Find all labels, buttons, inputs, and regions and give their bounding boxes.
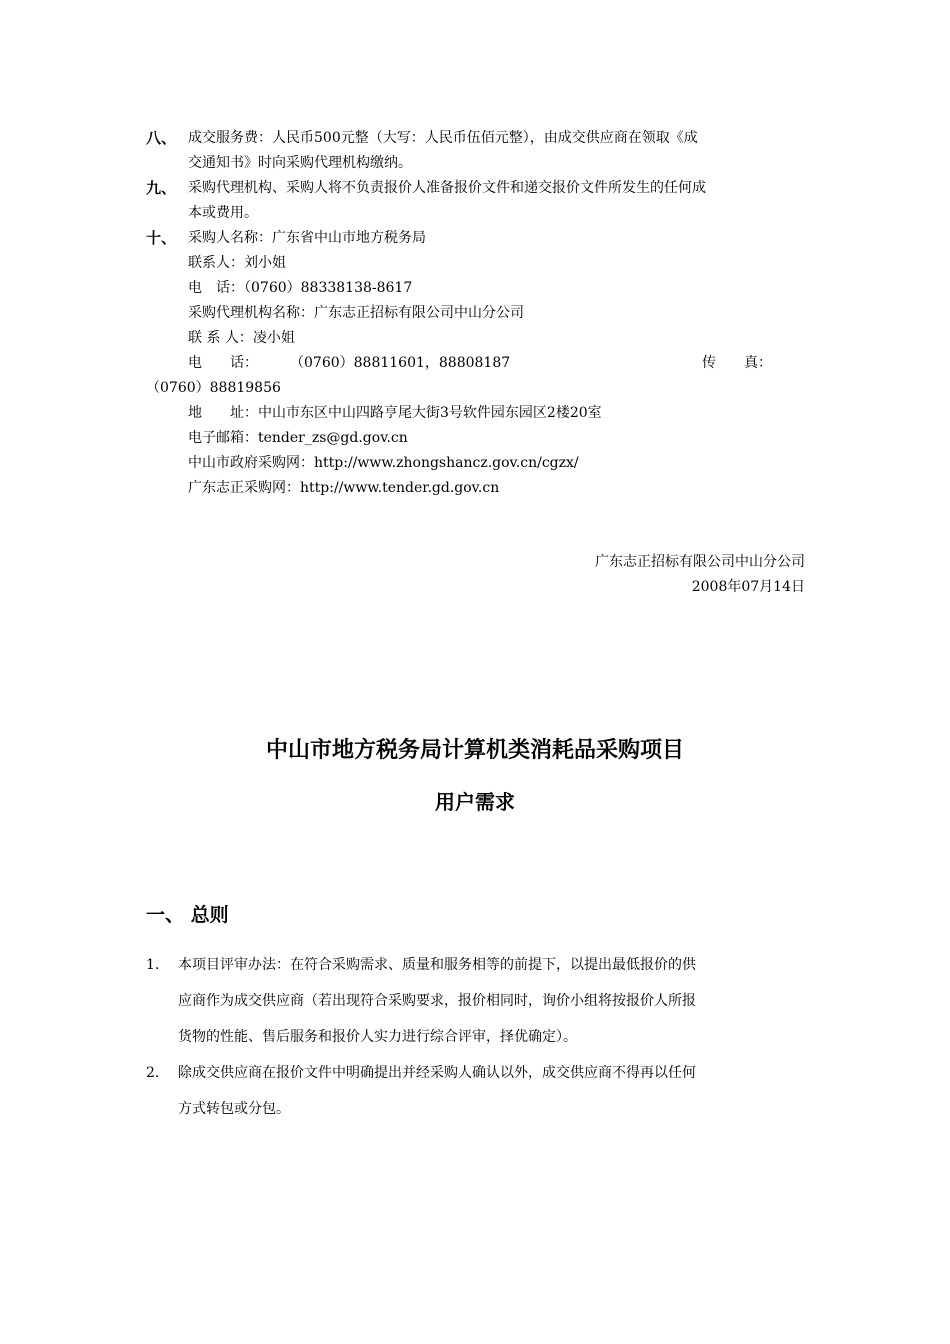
document-title: 中山市地方税务局计算机类消耗品采购项目 xyxy=(265,738,684,763)
agency-phone-value: （0760）88811601，88808187 xyxy=(290,355,511,371)
document-subtitle: 用户需求 xyxy=(435,790,515,814)
point-text-line: 方式转包或分包。 xyxy=(178,1101,290,1117)
item-text-line: 采购代理机构、采购人将不负责报价人准备报价文件和递交报价文件所发生的任何成 xyxy=(188,180,706,196)
fax-value: （0760）88819856 xyxy=(146,380,281,396)
section-heading: 一、 总则 xyxy=(146,904,229,926)
point-text-line: 除成交供应商在报价文件中明确提出并经采购人确认以外，成交供应商不得再以任何 xyxy=(178,1065,696,1081)
contact-phone: 电 话：（0760）88338138-8617 xyxy=(188,280,413,296)
signature-company: 广东志正招标有限公司中山分公司 xyxy=(595,554,805,570)
point-text-line: 本项目评审办法：在符合采购需求、质量和服务相等的前提下，以提出最低报价的供 xyxy=(178,957,696,973)
point-text-line: 应商作为成交供应商（若出现符合采购要求，报价相同时，询价小组将按报价人所报 xyxy=(178,993,696,1009)
item-number: 八、 xyxy=(146,129,177,147)
agency-phone-label: 电 话： xyxy=(188,355,258,371)
fax-label: 传 真： xyxy=(702,355,772,371)
item-text-line: 本或费用。 xyxy=(188,205,258,221)
item-text-line: 成交服务费：人民币500元整（大写：人民币伍佰元整），由成交供应商在领取《成 xyxy=(188,130,698,146)
item-number: 十、 xyxy=(146,229,177,247)
point-number: 2. xyxy=(146,1065,160,1081)
signature-date: 2008年07月14日 xyxy=(691,579,805,595)
purchaser-name: 采购人名称：广东省中山市地方税务局 xyxy=(188,230,426,246)
item-text-line: 交通知书》时向采购代理机构缴纳。 xyxy=(188,155,412,171)
agency-contact: 联 系 人：凌小姐 xyxy=(188,330,295,346)
agency-address: 地 址：中山市东区中山四路亨尾大街3号软件园东园区2楼20室 xyxy=(188,405,602,421)
agency-name: 采购代理机构名称：广东志正招标有限公司中山分公司 xyxy=(188,305,524,321)
contact-person: 联系人：刘小姐 xyxy=(188,255,286,271)
gov-procurement-site: 中山市政府采购网：http://www.zhongshancz.gov.cn/cgzx/ xyxy=(188,455,579,471)
item-number: 九、 xyxy=(146,179,177,197)
point-text-line: 货物的性能、售后服务和报价人实力进行综合评审，择优确定）。 xyxy=(178,1029,577,1045)
agency-email: 电子邮箱：tender_zs@gd.gov.cn xyxy=(188,430,408,446)
zhizheng-procurement-site: 广东志正采购网：http://www.tender.gd.gov.cn xyxy=(188,480,500,496)
point-number: 1. xyxy=(146,957,160,973)
